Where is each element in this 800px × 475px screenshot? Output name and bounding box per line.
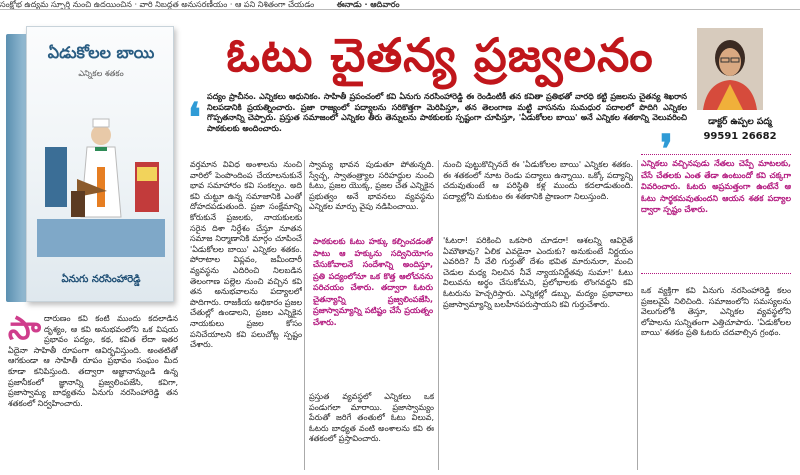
author-name: డాక్టర్ ఉప్పల పద్మ [708, 117, 772, 127]
column-3-top: స్వామ్య భావన పుడుతూ పోతున్నది. స్వేచ్ఛ, స్వాతంత్ర్యాల సరిహద్దుల నుంచి ఓటు, ప్రజల యొక్క, ప్రజల చేత ఎన్నికైన ప్రభుత్వం అనే భావనలు వ్యవస్థను ఎన్నికల మార్పు వైపు నడిపించాయి. [309, 160, 434, 212]
column-4-poem: 'ఓటరా! పరికించి ఒకసారి చూడరా! ఆశలన్ని ఆవిరైతే ఏమౌతావు? ఏలిక ఎవడైనా ఎందుకు? అనుకుంటే నిర్ణయం ఎవరిది? నీ వేలి గుర్తుతో దేశం భవిత మారునురా, మంచి చెడుల మధ్య నిలచిన నీవే న్యాయనిర్ణేతవు సుమా!' ఓటు విలువను అర్థం చేసుకోమని, ప్రలోభాలకు లొంగవద్దని కవి ఓటరును హెచ్చరిస్తారు. ఎన్నికల్లో డబ్బు, మద్యం ప్రభావాలు ప్రజాస్వామ్యాన్ని బలహీనపరుస్తాయని కవి గుర్తుచేశారు. [443, 236, 633, 309]
column-5-callout: ఎన్నికలు వచ్చినపుడు నేతలు చెప్పే మాటలకు, చేసే చేతలకు ఎంత తేడా ఉంటుందో కవి చక్కగా వివరించారు. ఓటరు అప్రమత్తంగా ఉంటేనే ఆ ఓటు సార్థకమవుతుందని ఆయన శతక పద్యాల ద్వారా స్పష్టం చేశారు. [641, 154, 791, 274]
column-3-callout: పాఠకులకు ఓటు హక్కు కల్పించడంతో పాటు ఆ హక్కును సద్వినియోగం చేసుకోవాలనే సందేశాన్ని అందిస్తూ, ప్రతి పద్యంలోనూ ఒక కొత్త ఆలోచనను పరిచయం చేశారు. తద్వారా ఓటరు చైతన్యాన్ని ప్రజ్వలింపజేసి, ప్రజాస్వామ్యాన్ని పటిష్టం చేసే ప్రయత్నం చేశారు. [313, 237, 433, 327]
column-5-bottom: ఒక వ్యక్తిగా కవి ఏనుగు నరసింహారెడ్డి కలం ప్రజలవైపే నిలిచింది. సమాజంలోని సమస్యలను వెలుగులోకి తెస్తూ, ఎన్నికల వ్యవస్థలోని లోపాలను సున్నితంగా ఎత్తిచూపారు. 'ఏడుకోలల బాయి' శతకం ప్రతి ఓటరు చదవాల్సిన గ్రంథం. [641, 286, 791, 338]
column-1-text: దారుణం కవి కంటి ముందు కదలాడిన దృశ్యం, ఆ కవి అనుభవంలోని ఒక విషయ ప్రభావం పద్యం, కథ, కవిత లేదా ఇతర ఏదైనా సాహితీ రూపంగా ఆవిర్భవిస్తుంది. అంతటితో ఆగకుండా ఆ సాహితీ రూపం ప్రభావం సంఘం మీద కూడా కనిపిస్తుంది. తద్వారా అజ్ఞానాన్నుండి ఉన్న ప్రజానీకంలో జ్ఞానాన్ని ప్రజ్వలింపజేసి, కవిగా, ప్రజాస్వామ్య బాధ్యతను ఏనుగు నరసింహారెడ్డి తన శతకంలో నిర్వహించారు. [8, 314, 178, 408]
close-quote-icon: ❜ [660, 126, 673, 173]
book-author: ఏనుగు నరసింహారెడ్డి [61, 274, 141, 285]
book-title: ఏడుకోలల బాయి [47, 43, 155, 62]
author-portrait-image [697, 28, 763, 110]
column-3-bottom: ప్రస్తుత వ్యవస్థలో ఎన్నికలు ఒక పండుగలా మారాయి. ప్రజాస్వామ్యం పేరుతో జరిగే తంతులో ఓటు విలువ, ఓటరు బాధ్యత వంటి అంశాలను కవి ఈ శతకంలో ప్రస్తావించారు. [309, 392, 434, 444]
open-quote-icon: ❛ [188, 94, 201, 141]
intro-paragraph: పద్యం ప్రాచీనం. ఎన్నికలు ఆధునికం. సాహితీ ప్రపంచంలో కవి ఏనుగు నరసింహారెడ్డి ఈ రెండింటికీ తన కవితా ప్రతిభతో వారధి కట్టి ప్రజలను చైతన్య శిఖరాన నిలపడానికి ప్రయత్నించారు. ప్రజా రాజ్యంలో పద్యాలను సరికొత్తగా మెరిపిస్తూ, తన తెలంగాణ మట్టి వాసనను సుమధుర పదాలలో పొదిగి ఎన్నికల గొప్పతనాన్ని చెప్పారు. ప్రస్తుత సమాజంలో ఎన్నికల తీరు తెన్నులను పాఠకులకు స్పష్టంగా చూపిస్తూ, 'ఏడుకోలల బాయి' అనే ఎన్నికల శతకాన్ని వెలువరించి పాఠకులకు అందించారు. [207, 92, 687, 133]
book-illustration [37, 107, 165, 257]
book-front [26, 26, 174, 302]
book-subtitle: ఎన్నికల శతకం [78, 69, 124, 78]
column-divider [637, 160, 638, 470]
column-divider [438, 160, 439, 470]
column-2: వర్తమాన వివిధ అంశాలను నుంచి వారిలో పెంపొందింప చేయాలనుకునే భావ సమాహారం కవి సంకల్పం. అది కవి చుట్టూ ఉన్న సమాజానికి ఎంతో దోహదపడుతుంది. ప్రజా సంక్షేమాన్ని కోరుకునే ప్రజలకు, నాయకులకు సరైన దిశా నిర్దేశం చేస్తూ నూతన సమాజ నిర్మాణానికి మార్గం చూపించే 'ఏడుకోలల బాయి' ఎన్నికల శతకం. పోరాటాల విప్లవం, జమీందారీ వ్యవస్థను ఎదిరించి నిలబడిన తెలంగాణ పల్లెల నుంచి వచ్చిన కవి తన అనుభవాలను పద్యాలలో పొదిగారు. రాజకీయ అధికారం ప్రజల చేతుల్లో ఉండాలని, ప్రజల ఎన్నికైన నాయకులు ప్రజల కోసం పనిచేయాలని కవి పలుచోట్ల స్పష్టం చేశారు. [190, 160, 302, 350]
column-1 [8, 314, 178, 474]
dropcap: సా [8, 314, 41, 347]
book-cover-image [6, 20, 176, 308]
top-strip [0, 0, 800, 10]
top-strip-text: సంక్షోభ ఉద్యమ స్ఫూర్తి నుంచి ఉదయించిన · వారి నిబద్ధత అనుసరణీయం · ఆ పని నిశితంగా చేయడం [0, 0, 315, 9]
column-divider [304, 160, 305, 470]
book-spine [6, 34, 28, 302]
author-photo [697, 28, 763, 110]
top-strip-brand: ఈనాడు · ఆదివారం [336, 0, 400, 9]
column-4-top: నుంచి పుట్టుకొచ్చినదే ఈ 'ఏడుకోలల బాయి' ఎన్నికల శతకం. ఈ శతకంలో నూట రెండు పద్యాలు ఉన్నాయి. ఒక్కో పద్యాన్ని చదువుతుంటే ఆ పరిస్థితి కళ్ల ముందు కదలాడుతుంది. పద్యాల్లోని మకుటం ఈ శతకానికి ప్రాణంగా నిలుస్తుంది. [443, 160, 633, 201]
headline: ఓటు చైతన్య ప్రజ్వలనం [226, 28, 654, 82]
author-phone: 99591 26682 [703, 131, 777, 142]
